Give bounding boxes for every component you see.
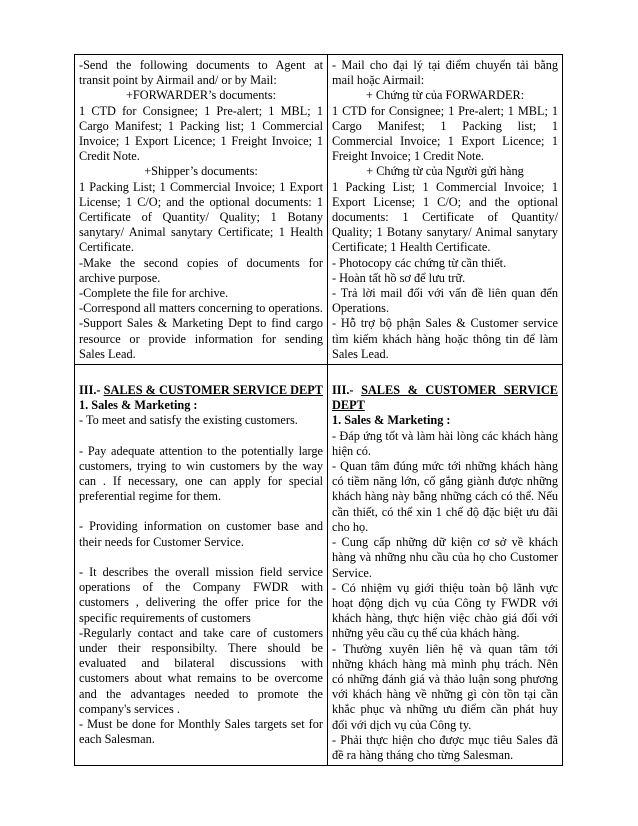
- subsection-heading: 1. Sales & Marketing :: [79, 398, 198, 413]
- list-item: - Có nhiệm vụ giới thiệu toàn bộ lãnh vực hoạt động dịch vụ của Công ty FWDR với khách hàng, thực hiện việc chào giá đối với những yêu cầu cụ thể của khách hàng.: [332, 580, 558, 641]
- paragraph: 1 Packing List; 1 Commercial Invoice; 1 Export License; 1 C/O; and the optional documents: 1 Certificate of Quantity/ Quality; 1 Botany sanytary/ Animal sanytary Certificate; 1 Health Certificate.: [79, 179, 323, 255]
- list-item: - Thường xuyên liên hệ và quan tâm tới những khách hàng mà mình phụ trách. Nên có những đánh giá và thảo luận song phương với khách hàng về những gì còn tồn tại cần khắc phục và những ưu điểm cần phát huy đối với dịch vụ của Công ty.: [332, 641, 558, 732]
- paragraph: - Mail cho đại lý tại điểm chuyển tải bằng mail hoặc Airmail:: [332, 58, 558, 88]
- paragraph: -Support Sales & Marketing Dept to find cargo resource or provide information for sending Sales Lead.: [79, 316, 323, 361]
- bilingual-table: [74, 54, 563, 766]
- table-row-operations: [75, 55, 563, 365]
- paragraph: - Trả lời mail đối với vấn đề liên quan đến Operations.: [332, 286, 558, 316]
- paragraph-centered: +FORWARDER’s documents:: [125, 88, 277, 103]
- paragraph: -Complete the file for archive.: [79, 286, 229, 301]
- paragraph: - Photocopy các chứng từ cần thiết.: [332, 255, 507, 270]
- list-item: - Phải thực hiện cho được mục tiêu Sales đã đề ra hàng tháng cho từng Salesman.: [332, 732, 558, 762]
- paragraph-centered: + Chứng từ của Người gửi hàng: [366, 164, 524, 179]
- list-item: - Quan tâm đúng mức tới những khách hàng có tiềm năng lớn, cố gắng giành được những khách hàng này bằng những cách có thể. Nếu cần thiết, có thể xin 1 chế độ đặc biệt ưu đãi cho họ.: [332, 459, 558, 534]
- paragraph: - Hỗ trợ bộ phận Sales & Customer service tìm kiếm khách hàng hoặc thông tin để làm Sales Lead.: [332, 316, 558, 361]
- english-cell-operations: [75, 55, 328, 365]
- vietnamese-cell-operations: [328, 55, 563, 365]
- english-cell-sales: [75, 365, 328, 766]
- paragraph: 1 CTD for Consignee; 1 Pre-alert; 1 MBL; 1 Cargo Manifest; 1 Packing list; 1 Commercial Invoice; 1 Export Licence; 1 Freight Invoice; 1 Credit Note.: [79, 103, 323, 164]
- list-item: - To meet and satisfy the existing customers.: [79, 413, 298, 428]
- list-item: - Pay adequate attention to the potentially large customers, trying to win customers by the way can . If necessary, one can apply for special preferential regime for them.: [79, 443, 323, 504]
- section-heading: III.- SALES & CUSTOMER SERVICE DEPT: [79, 383, 323, 398]
- paragraph: -Correspond all matters concerning to operations.: [79, 301, 323, 316]
- table-row-sales: [75, 365, 563, 766]
- list-item: - Cung cấp những dữ kiện cơ sở về khách hàng và những nhu cầu của họ cho Customer Service.: [332, 535, 558, 580]
- vietnamese-cell-sales: [328, 365, 563, 766]
- paragraph: -Make the second copies of documents for archive purpose.: [79, 255, 323, 285]
- section-heading: III.- SALES & CUSTOMER SERVICE DEPT: [332, 383, 558, 413]
- paragraph-centered: + Chứng từ của FORWARDER:: [365, 88, 525, 103]
- paragraph: - Hoàn tất hồ sơ để lưu trữ.: [332, 270, 466, 285]
- paragraph: 1 Packing List; 1 Commercial Invoice; 1 Export License; 1 C/O; and the optional documents: 1 Certificate of Quantity/ Quality; 1 Botany sanytary/ Animal sanytary Certificate; 1 Health Certificate.: [332, 179, 558, 255]
- list-item: -Regularly contact and take care of customers under their responsibilty. There should be evaluated and bilateral discussions with customers about what remains to be overcome and the advantages needed to promote the company's services .: [79, 625, 323, 716]
- list-item: - Đáp ứng tốt và làm hài lòng các khách hàng hiện có.: [332, 428, 558, 458]
- paragraph: -Send the following documents to Agent at transit point by Airmail and/ or by Mail:: [79, 58, 323, 88]
- paragraph: 1 CTD for Consignee; 1 Pre-alert; 1 MBL; 1 Cargo Manifest; 1 Packing list; 1 Commercial Invoice; 1 Export Licence; 1 Freight Invoice; 1 Credit Note.: [332, 103, 558, 164]
- list-item: - Providing information on customer base and their needs for Customer Service.: [79, 519, 323, 549]
- paragraph-centered: +Shipper’s documents:: [144, 164, 258, 179]
- list-item: - Must be done for Monthly Sales targets set for each Salesman.: [79, 716, 323, 747]
- list-item: - It describes the overall mission field service operations of the Company FWDR with customers , delivering the offer price for the specific requirements of customers: [79, 564, 323, 625]
- subsection-heading: 1. Sales & Marketing :: [332, 413, 451, 428]
